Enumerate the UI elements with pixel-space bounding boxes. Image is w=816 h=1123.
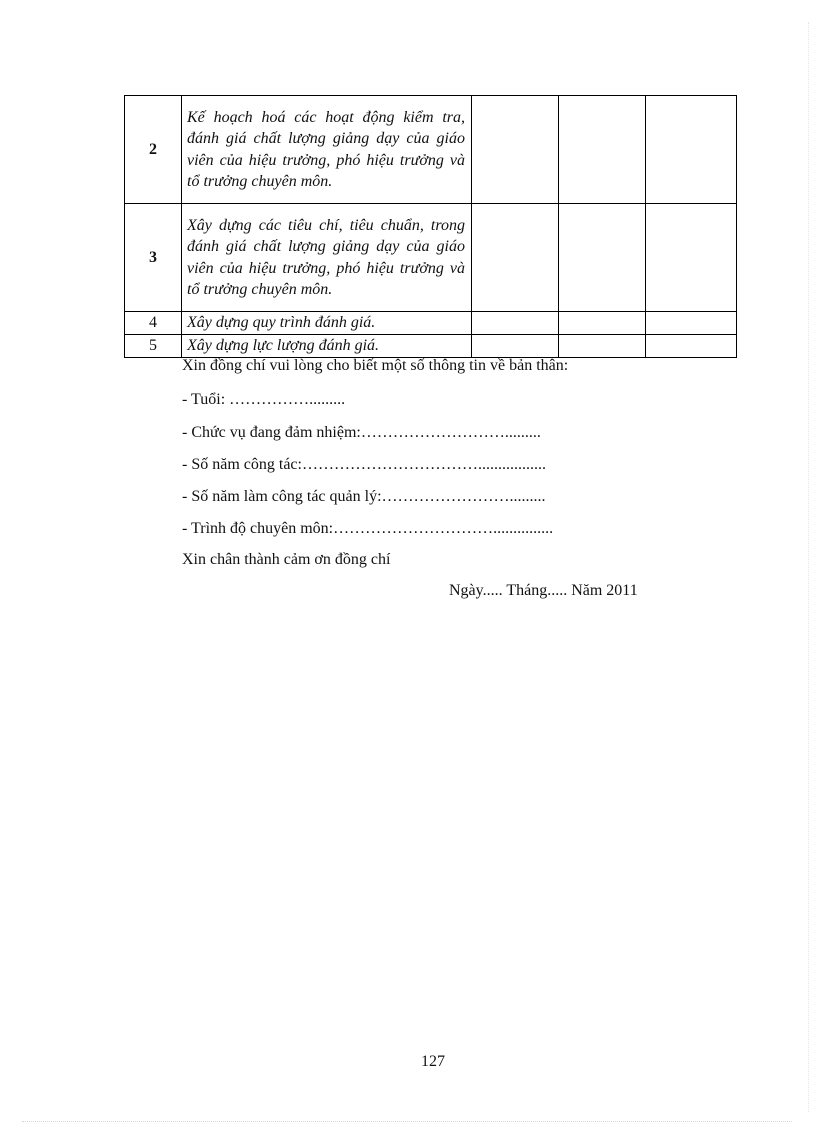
rating-cell[interactable] (559, 204, 646, 312)
rating-cell[interactable] (646, 312, 737, 335)
info-intro: Xin đồng chí vui lòng cho biết một số thông tin về bản thân: (182, 357, 569, 374)
years-work-field[interactable]: - Số năm công tác:……………………………................. (182, 456, 546, 473)
row-content: Xây dựng quy trình đánh giá. (182, 312, 472, 335)
rating-cell[interactable] (646, 335, 737, 358)
row-content: Kế hoạch hoá các hoạt động kiểm tra, đánh giá chất lượng giảng dạy của giáo viên của hiệu trưởng, phó hiệu trưởng và tổ trưởng chuyên môn. (182, 96, 472, 204)
survey-table (124, 95, 737, 358)
thanks-text: Xin chân thành cảm ơn đồng chí (182, 551, 391, 568)
rating-cell[interactable] (472, 96, 559, 204)
rating-cell[interactable] (646, 96, 737, 204)
table-row (125, 335, 737, 358)
row-number: 3 (125, 204, 182, 312)
years-manage-field[interactable]: - Số năm làm công tác quản lý:……………………......... (182, 488, 546, 505)
row-number: 4 (125, 312, 182, 335)
page-edge-divider (22, 1121, 792, 1122)
rating-cell[interactable] (559, 96, 646, 204)
table-row (125, 312, 737, 335)
rating-cell[interactable] (472, 204, 559, 312)
row-content: Xây dựng các tiêu chí, tiêu chuẩn, trong đánh giá chất lượng giảng dạy của giáo viên của hiệu trưởng, phó hiệu trưởng và tổ trưởng chuyên môn. (182, 204, 472, 312)
rating-cell[interactable] (472, 335, 559, 358)
age-field[interactable]: - Tuổi: ……………......... (182, 391, 346, 408)
row-content: Xây dựng lực lượng đánh giá. (182, 335, 472, 358)
date-line: Ngày..... Tháng..... Năm 2011 (449, 582, 638, 599)
rating-cell[interactable] (559, 312, 646, 335)
position-field[interactable]: - Chức vụ đang đảm nhiệm:………………………......... (182, 424, 541, 441)
page-side-edge (808, 22, 809, 1112)
row-number: 5 (125, 335, 182, 358)
qualification-field[interactable]: - Trình độ chuyên môn:…………………………............... (182, 520, 554, 537)
row-number: 2 (125, 96, 182, 204)
page-number: 127 (421, 1053, 445, 1070)
rating-cell[interactable] (472, 312, 559, 335)
rating-cell[interactable] (646, 204, 737, 312)
table-row (125, 96, 737, 204)
table-row (125, 204, 737, 312)
rating-cell[interactable] (559, 335, 646, 358)
